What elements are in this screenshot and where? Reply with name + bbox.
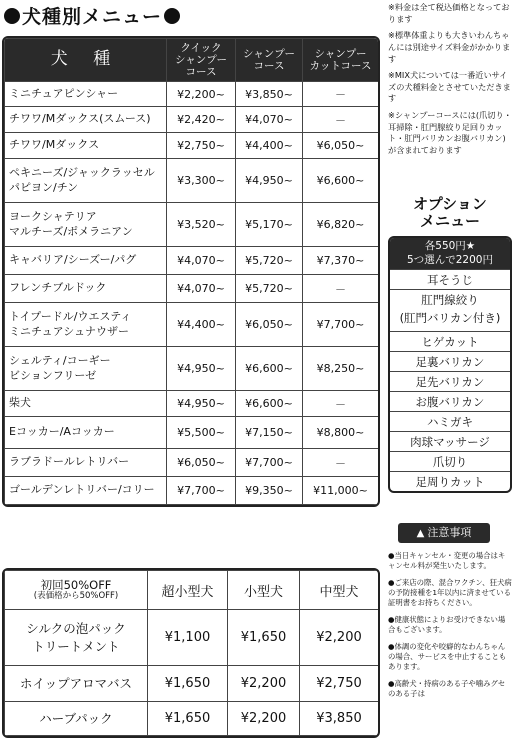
shampoo-price: ¥6,600~ (236, 347, 303, 391)
breed-row (5, 417, 379, 449)
shampoo-price: ¥7,150~ (236, 417, 303, 449)
shampoo-price: ¥4,070~ (236, 107, 303, 133)
shampoo-price: ¥5,720~ (236, 275, 303, 303)
breed-row (5, 203, 379, 247)
spa-price: ¥1,650 (148, 702, 228, 736)
cut-price: ¥8,800~ (303, 417, 379, 449)
shampoo-price: ¥6,600~ (236, 391, 303, 417)
note: ※シャンプーコースには(爪切り・耳掃除・肛門腺絞り足回りカット・肛門バリカンお腹バリカン)が含まれております (388, 110, 512, 156)
caution-header (398, 523, 490, 543)
option-bundle-line: 5つ選んで2200円 (407, 253, 493, 266)
option-item: 爪切り (390, 451, 510, 471)
caution-item: ●体調の変化や咬癖的なわんちゃんの場合、サービスを中止することもあります。 (388, 641, 507, 672)
page-title-text: 犬種別メニュー (22, 6, 163, 28)
spa-price: ¥1,650 (228, 610, 300, 666)
breed-price-table (2, 36, 380, 507)
cut-price: ¥7,700~ (303, 303, 379, 347)
breed-name: チワワ/Mダックス (5, 133, 167, 159)
option-item: ハミガキ (390, 411, 510, 431)
shampoo-price: ¥7,700~ (236, 449, 303, 477)
breed-row (5, 347, 379, 391)
caution-title: 注意事項 (427, 526, 472, 539)
cut-price: ¥11,000~ (303, 477, 379, 505)
breed-row (5, 449, 379, 477)
breed-name: チワワ/Mダックス(スムース) (5, 107, 167, 133)
quick-price: ¥2,420~ (167, 107, 236, 133)
quick-price: ¥3,520~ (167, 203, 236, 247)
option-item: 肉球マッサージ (390, 431, 510, 451)
promo-line: 初回50%OFF (40, 577, 112, 592)
cut-price: － (303, 275, 379, 303)
promo-header (5, 571, 148, 610)
cut-price: ¥6,600~ (303, 159, 379, 203)
caution-notes (388, 551, 512, 705)
shampoo-price: ¥3,850~ (236, 82, 303, 107)
breed-row (5, 107, 379, 133)
quick-price: ¥2,750~ (167, 133, 236, 159)
option-item: 肛門線絞り (肛門バリカン付き) (390, 289, 510, 331)
quick-price: ¥5,500~ (167, 417, 236, 449)
spa-price-table (2, 568, 380, 738)
spa-price: ¥3,850 (300, 702, 379, 736)
caution-item: ●高齢犬・持病のある子や噛みグセのある子は (388, 678, 506, 698)
caution-item: ●健康状態によりお受けできない場合もございます。 (388, 614, 506, 635)
quick-price: ¥4,950~ (167, 347, 236, 391)
quick-price: ¥4,070~ (167, 275, 236, 303)
cut-price: － (303, 107, 379, 133)
breed-name: ゴールデンレトリバー/コリー (5, 477, 167, 505)
spa-name: ホイップアロマバス (5, 666, 148, 702)
option-item: 耳そうじ (390, 269, 510, 289)
option-item: 足裏バリカン (390, 351, 510, 371)
spa-name: ハーブパック (5, 702, 148, 736)
breed-row (5, 82, 379, 107)
breed-name: フレンチブルドック (5, 275, 167, 303)
spa-price: ¥2,200 (300, 610, 379, 666)
breed-name: シェルティ/コーギー ビションフリーゼ (5, 347, 167, 391)
spa-price: ¥2,200 (228, 702, 300, 736)
shampoo-price: ¥4,950~ (236, 159, 303, 203)
quick-price: ¥6,050~ (167, 449, 236, 477)
caution-item: ●ご来店の際、混合ワクチン、狂犬病の予防接種を1年以内に済ませている証明書をお持ちください。 (388, 577, 512, 608)
quick-course-header: クイック シャンプー コース (167, 39, 236, 82)
note: ※料金は全て税込価格となっております (388, 2, 510, 24)
cut-price: ¥6,050~ (303, 133, 379, 159)
breed-row (5, 247, 379, 275)
shampoo-price: ¥5,170~ (236, 203, 303, 247)
cut-price: ¥8,250~ (303, 347, 379, 391)
breed-row (5, 133, 379, 159)
size-header: 小型犬 (228, 571, 300, 610)
spa-price: ¥1,650 (148, 666, 228, 702)
option-item: お腹バリカン (390, 391, 510, 411)
shampoo-price: ¥6,050~ (236, 303, 303, 347)
size-header: 中型犬 (300, 571, 379, 610)
quick-price: ¥3,300~ (167, 159, 236, 203)
breed-name: キャバリア/シーズー/パグ (5, 247, 167, 275)
quick-price: ¥7,700~ (167, 477, 236, 505)
breed-name: トイプードル/ウエスティ ミニチュアシュナウザー (5, 303, 167, 347)
breed-row (5, 303, 379, 347)
breed-header: 犬 種 (5, 39, 167, 82)
bullet-dot-icon (164, 8, 180, 24)
note: ※MIX犬については一番近いサイズの犬種料金とさせていただきます (388, 70, 511, 104)
price-notes (388, 2, 512, 162)
cut-price: ¥6,820~ (303, 203, 379, 247)
spa-name: シルクの泡パック トリートメント (5, 610, 148, 666)
quick-price: ¥4,400~ (167, 303, 236, 347)
breed-name: ヨークシャテリア マルチーズ/ポメラニアン (5, 203, 167, 247)
bullet-dot-icon (4, 8, 20, 24)
shampoo-price: ¥5,720~ (236, 247, 303, 275)
option-item: 足周りカット (390, 471, 510, 491)
breed-row (5, 477, 379, 505)
option-menu-title: オプション メニュー (413, 195, 487, 231)
cut-price: － (303, 82, 379, 107)
quick-price: ¥4,070~ (167, 247, 236, 275)
promo-note: (表価格から50%OFF) (33, 590, 119, 601)
option-price-header (390, 238, 510, 269)
option-price-line: 各550円★ (424, 240, 476, 252)
option-item: 足先バリカン (390, 371, 510, 391)
breed-name: Eコッカー/Aコッカー (5, 417, 167, 449)
breed-row (5, 391, 379, 417)
option-item: ヒゲカット (390, 331, 510, 351)
note: ※標準体重よりも大きいわんちゃんには別途サイズ料金がかかります (388, 30, 511, 64)
breed-row (5, 159, 379, 203)
cut-price: ¥7,370~ (303, 247, 379, 275)
spa-price: ¥1,100 (148, 610, 228, 666)
breed-name: ラブラドールレトリバー (5, 449, 167, 477)
page-title (2, 2, 182, 29)
cut-price: － (303, 449, 379, 477)
cut-price: － (303, 391, 379, 417)
breed-row (5, 275, 379, 303)
spa-price: ¥2,200 (228, 666, 300, 702)
spa-price: ¥2,750 (300, 666, 379, 702)
shampoo-price: ¥9,350~ (236, 477, 303, 505)
quick-price: ¥2,200~ (167, 82, 236, 107)
cut-course-header: シャンプー カットコース (303, 39, 379, 82)
warning-icon: ▲ (416, 528, 425, 539)
caution-item: ●当日キャンセル・変更の場合はキャンセル料が発生いたします。 (388, 551, 506, 571)
breed-name: ミニチュアピンシャー (5, 82, 167, 107)
shampoo-price: ¥4,400~ (236, 133, 303, 159)
option-menu-list (388, 236, 512, 493)
breed-name: ペキニーズ/ジャックラッセル パピヨン/チン (5, 159, 167, 203)
breed-name: 柴犬 (5, 391, 167, 417)
quick-price: ¥4,950~ (167, 391, 236, 417)
size-header: 超小型犬 (148, 571, 228, 610)
shampoo-course-header: シャンプー コース (236, 39, 303, 82)
